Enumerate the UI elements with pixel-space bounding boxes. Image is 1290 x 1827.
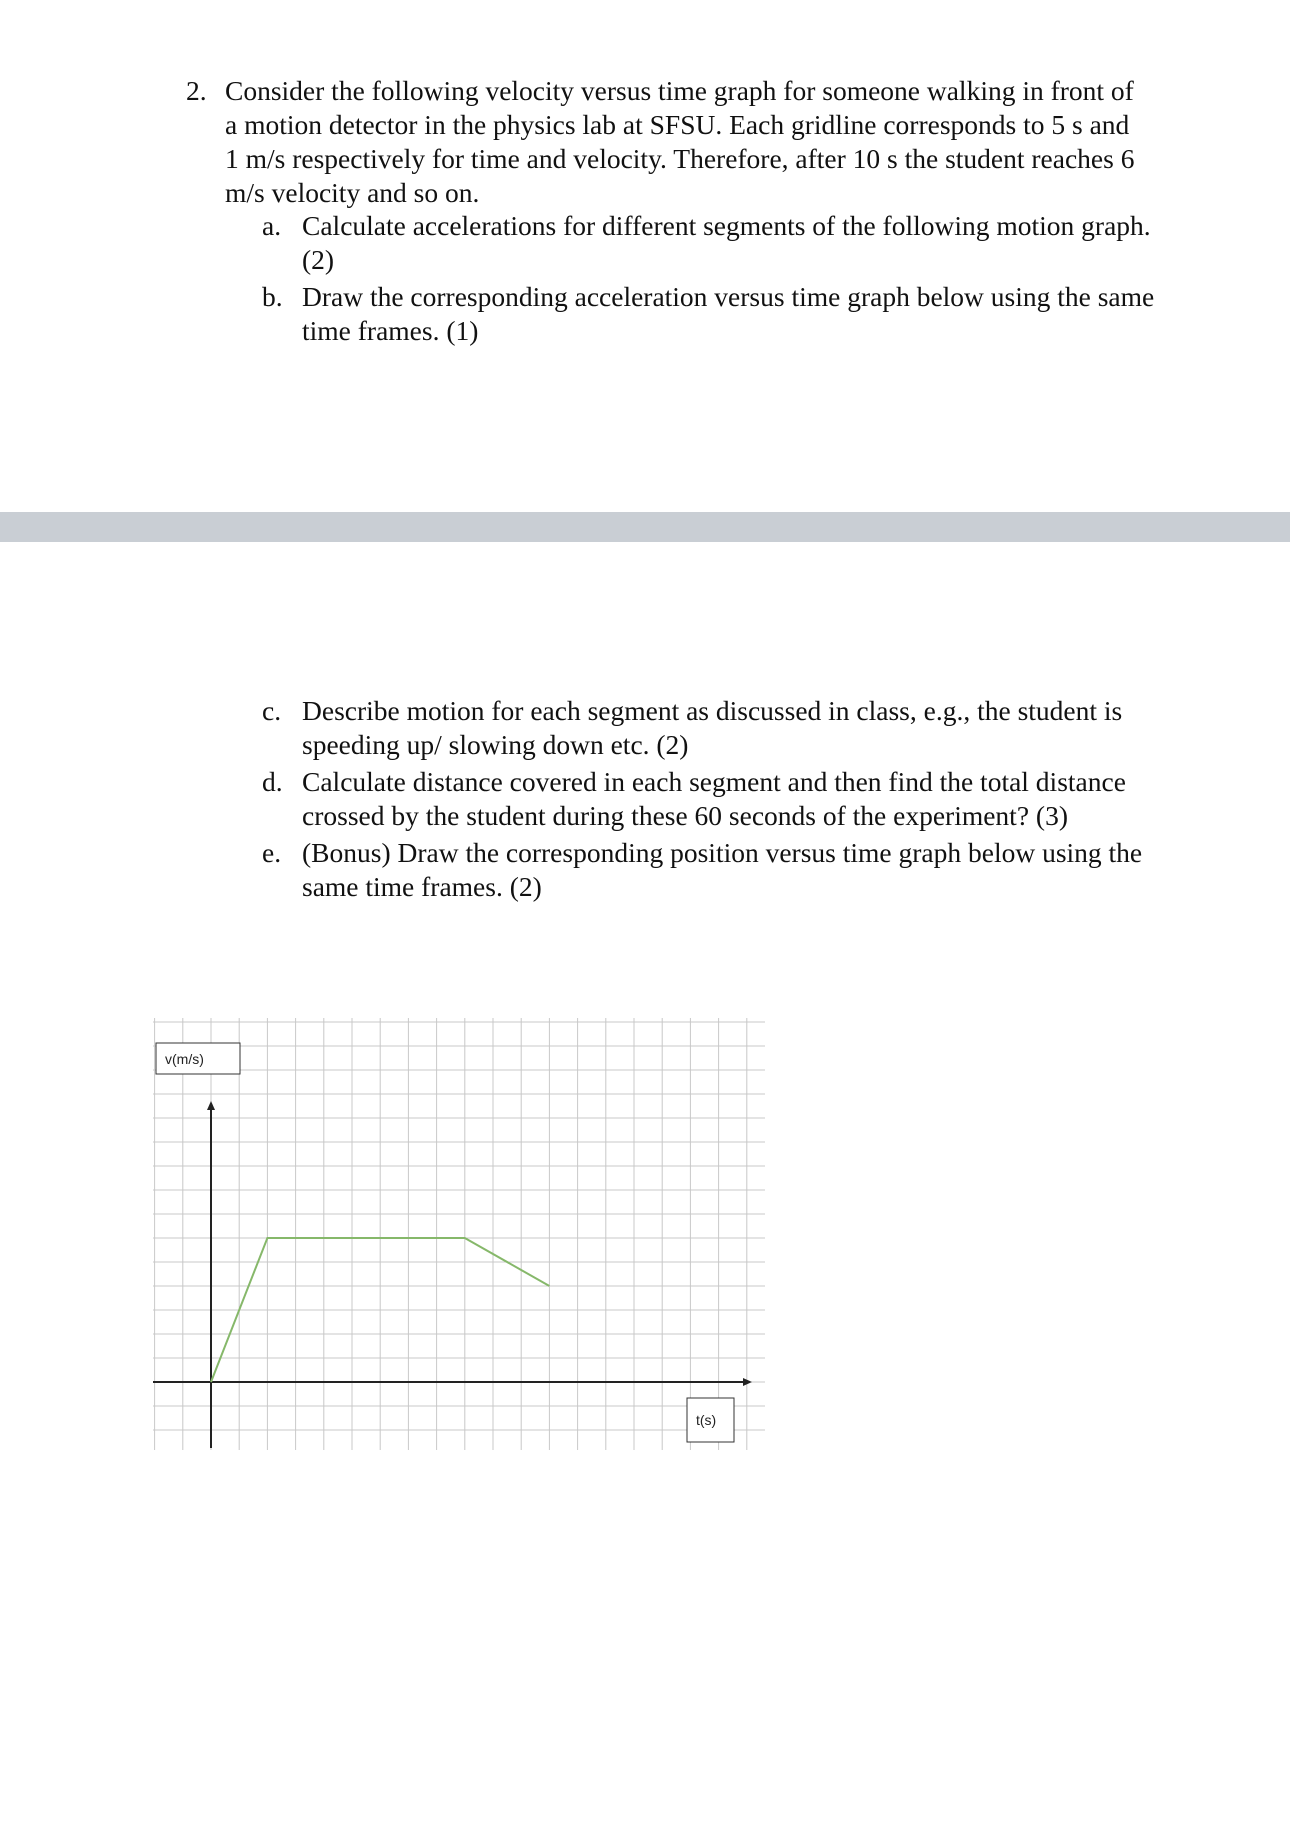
question-number: 2.: [186, 75, 207, 106]
x-axis-label-box: [687, 1398, 734, 1442]
velocity-time-graph: [150, 1015, 765, 1455]
sub-question-text: Calculate distance covered in each segment and then find the total distance crossed by the student during these 60 seconds of the experiment? (3): [302, 766, 1126, 831]
question-stem: Consider the following velocity versus time graph for someone walking in front of a motion detector in the physics lab at SFSU. Each gridline corresponds to 5 s and 1 m/s respectively for time and velocity. Therefore, after 10 s the student reaches 6 m/s velocity and so on.: [225, 75, 1135, 208]
x-axis-label: t(s): [696, 1412, 717, 1428]
sub-question-text: Calculate accelerations for different segments of the following motion graph. (2): [302, 210, 1151, 275]
y-axis-label: v(m/s): [165, 1051, 204, 1067]
y-axis-label-box: [156, 1043, 240, 1074]
sub-question-text: Draw the corresponding acceleration versus time graph below using the same time frames. (1): [302, 281, 1155, 346]
y-axis-arrow: [207, 1101, 215, 1110]
sub-question-text: (Bonus) Draw the corresponding position versus time graph below using the same time frames. (2): [302, 837, 1143, 902]
grid: [153, 1018, 765, 1450]
x-axis-arrow: [743, 1378, 752, 1386]
sub-question-b: [262, 280, 1162, 348]
sub-question-letter: b.: [262, 281, 283, 312]
sub-question-letter: e.: [262, 837, 282, 868]
sub-question-d: [262, 765, 1162, 833]
sub-questions-bottom: [262, 694, 1162, 904]
sub-question-c: [262, 694, 1162, 762]
sub-question-a: [262, 209, 1162, 277]
sub-question-letter: d.: [262, 766, 283, 797]
page-divider: [0, 512, 1290, 542]
sub-question-e: [262, 836, 1162, 904]
sub-questions-top: [262, 209, 1162, 348]
sub-question-text: Describe motion for each segment as discussed in class, e.g., the student is speeding up/ slowing down etc. (2): [302, 695, 1123, 760]
sub-question-letter: c.: [262, 695, 282, 726]
sub-question-letter: a.: [262, 210, 282, 241]
question-2: [186, 74, 1146, 210]
